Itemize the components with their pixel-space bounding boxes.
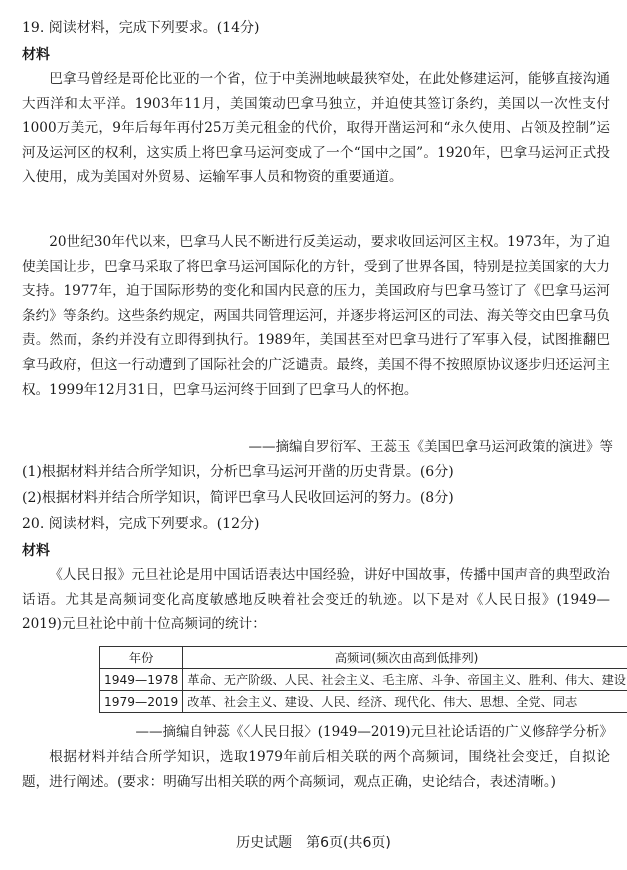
q19-subquestion-1: (1)根据材料并结合所学知识，分析巴拿马运河开凿的历史背景。(6分) [22,464,454,480]
table-cell-year: 1949—1978 [100,669,183,691]
table-cell-words: 革命、无产阶级、人民、社会主义、毛主席、斗争、帝国主义、胜利、伟大、建设 [183,669,627,691]
q19-source: ——摘编自罗衍军、王蕊玉《美国巴拿马运河政策的演进》等 [248,439,613,455]
q19-paragraph-1: 巴拿马曾经是哥伦比亚的一个省，位于中美洲地峡最狭窄处，在此处修建运河，能够直接沟通大西洋和太平洋。1903年11月，美国策动巴拿马独立，并迫使其签订条约，美国以一次性支付1000万美元，9年后每年再付25万美元租金的代价，取得开凿运河和“永久使用、占领及控制”运河及运河区的权利，这实质上将巴拿马运河变成了一个“国中之国”。1920年，巴拿马运河正式投入使用，成为美国对外贸易、运输军事人员和物资的重要通道。 [22,71,611,186]
q19-title: 19. 阅读材料，完成下列要求。(14分) [22,20,260,36]
q20-title: 20. 阅读材料，完成下列要求。(12分) [22,516,260,532]
q19-material-label: 材料 [22,47,50,63]
q20-paragraph-1: 《人民日报》元旦社论是用中国话语表达中国经验，讲好中国故事，传播中国声音的典型政治话语。尤其是高频词变化高度敏感地反映着社会变迁的轨迹。以下是对《人民日报》(1949—2019)元旦社论中前十位高频词的统计： [22,567,610,633]
table-row [100,669,627,691]
table-row [100,691,627,713]
table-cell-year: 1979—2019 [100,691,183,713]
table-cell-words: 改革、社会主义、建设、人民、经济、现代化、伟大、思想、全党、同志 [183,691,627,713]
table-header-year: 年份 [100,647,183,669]
high-frequency-words-table [99,646,627,713]
table-header-row [100,647,627,669]
page-footer: 历史试题 第6页(共6页) [236,835,391,851]
table-header-words: 高频词(频次由高到低排列) [183,647,627,669]
q20-paragraph-2: 根据材料并结合所学知识，选取1979年前后相关联的两个高频词，围绕社会变迁，自拟论题，进行阐述。(要求：明确写出相关联的两个高频词，观点正确，史论结合，表述清晰。) [22,749,610,790]
q20-source: ——摘编自钟蕊《〈人民日报〉(1949—2019)元旦社论话语的广义修辞学分析》 [135,724,613,740]
q19-paragraph-2: 20世纪30年代以来，巴拿马人民不断进行反美运动，要求收回运河区主权。1973年，为了迫使美国让步，巴拿马采取了将巴拿马运河国际化的方针，受到了世界各国，特别是拉美国家的大力支持。1977年，迫于国际形势的变化和国内民意的压力，美国政府与巴拿马签订了《巴拿马运河条约》等条约。这些条约规定，两国共同管理运河，并逐步将运河区的司法、海关等交由巴拿马负责。然而，条约并没有立即得到执行。1989年，美国甚至对巴拿马进行了军事入侵，试图推翻巴拿马政府，但这一行动遭到了国际社会的广泛谴责。最终，美国不得不按照原协议逐步归还运河主权。1999年12月31日，巴拿马运河终于回到了巴拿马人的怀抱。 [22,234,610,398]
q19-subquestion-2: (2)根据材料并结合所学知识，简评巴拿马人民收回运河的努力。(8分) [22,490,454,506]
q20-material-label: 材料 [22,543,50,559]
